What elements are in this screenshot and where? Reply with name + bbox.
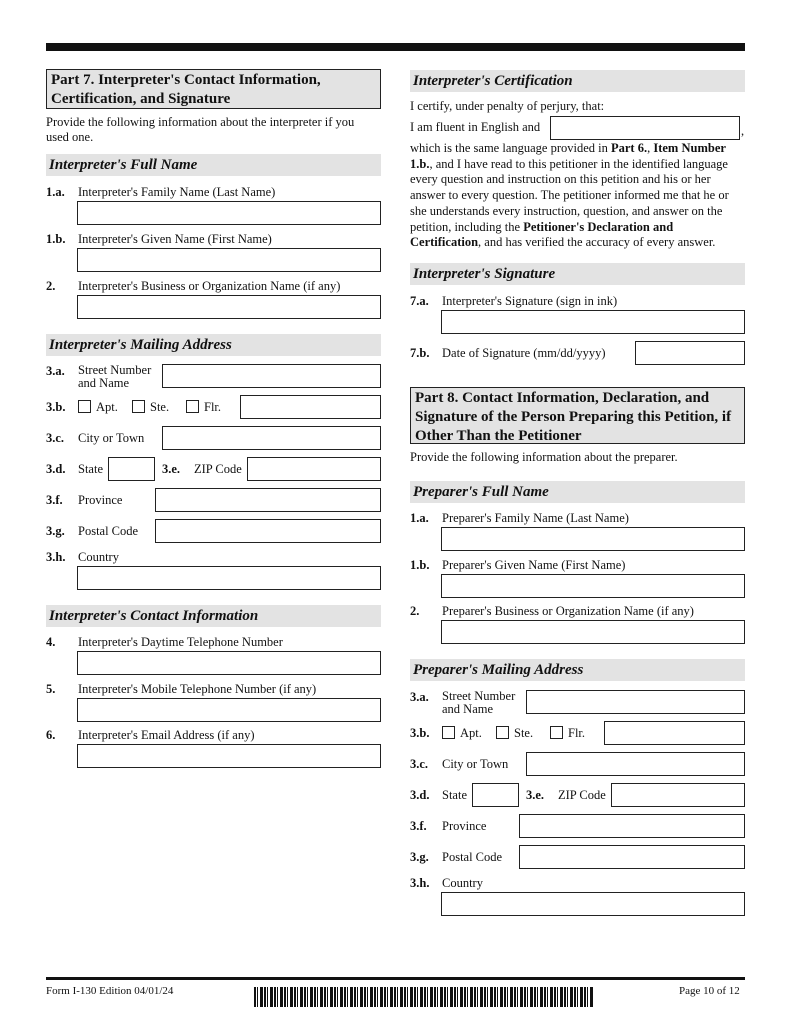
q3a-label-line1: Street Number (78, 363, 152, 377)
q3c-label: City or Town (78, 431, 145, 445)
ste-label: Ste. (150, 400, 170, 414)
p3h-label: Country (442, 876, 483, 890)
preparer-flr-checkbox[interactable] (550, 726, 563, 739)
q3g-number: 3.g. (46, 524, 65, 538)
q7b-number: 7.b. (410, 346, 430, 360)
q6-number: 6. (46, 728, 56, 742)
p1b-label: Preparer's Given Name (First Name) (442, 558, 626, 572)
p3f-number: 3.f. (410, 819, 427, 833)
preparer-zip-field[interactable] (611, 783, 745, 807)
preparer-full-name-header: Preparer's Full Name (410, 481, 745, 503)
q3c-number: 3.c. (46, 431, 65, 445)
interpreter-language-field[interactable] (550, 116, 740, 140)
interpreter-daytime-phone-field[interactable] (77, 651, 381, 675)
preparer-apt-checkbox[interactable] (442, 726, 455, 739)
q2-number: 2. (46, 279, 56, 293)
q3d-number: 3.d. (46, 462, 66, 476)
form-edition: Form I-130 Edition 04/01/24 (46, 985, 174, 997)
q7b-label: Date of Signature (mm/dd/yyyy) (442, 346, 606, 360)
interpreter-province-field[interactable] (155, 488, 381, 512)
preparer-given-name-field[interactable] (441, 574, 745, 598)
q1a-label: Interpreter's Family Name (Last Name) (78, 185, 276, 199)
cert-text-3: , and I have read to this petitioner in the identified language every question and instruction on this petition and his or her answer to every question. The petitioner informed me that he or she understands every instruction, question, and answer on the petition, including the (410, 156, 729, 234)
q3d-label: State (78, 462, 103, 476)
preparer-ste-label: Ste. (514, 726, 534, 740)
q2-label: Interpreter's Business or Organization Name (if any) (78, 279, 341, 293)
preparer-postal-code-field[interactable] (519, 845, 745, 869)
interpreter-certification-header: Interpreter's Certification (410, 70, 745, 92)
cert-item-ref: Item Number 1.b. (410, 141, 726, 171)
p3g-number: 3.g. (410, 850, 429, 864)
interpreter-country-field[interactable] (77, 566, 381, 590)
preparer-unit-number-field[interactable] (604, 721, 745, 745)
p3a-label-line1: Street Number (442, 689, 516, 703)
q4-number: 4. (46, 635, 56, 649)
q1a-number: 1.a. (46, 185, 65, 199)
part7-title (46, 69, 381, 109)
q1b-label: Interpreter's Given Name (First Name) (78, 232, 272, 246)
part8-intro: Provide the following information about the preparer. (410, 450, 678, 464)
p1a-number: 1.a. (410, 511, 429, 525)
certification-intro: I certify, under penalty of perjury, that: (410, 99, 605, 113)
apt-checkbox[interactable] (78, 400, 91, 413)
p3a-label (442, 690, 515, 716)
q3g-label: Postal Code (78, 524, 139, 538)
interpreter-postal-code-field[interactable] (155, 519, 381, 543)
interpreter-street-field[interactable] (162, 364, 381, 388)
preparer-apt-label: Apt. (460, 726, 482, 740)
cert-text-1: which is the same language provided in (410, 141, 611, 155)
barcode (254, 987, 594, 1007)
p3e-label: ZIP Code (558, 788, 606, 802)
p3a-number: 3.a. (410, 690, 429, 704)
part8-title-line3: Other Than the Petitioner (415, 428, 582, 444)
p3e-number: 3.e. (526, 788, 545, 802)
q3a-label (78, 364, 151, 390)
footer-rule (46, 977, 745, 980)
p3d-label: State (442, 788, 467, 802)
p3f-label: Province (442, 819, 487, 833)
interpreter-contact-header: Interpreter's Contact Information (46, 605, 381, 627)
q3b-number: 3.b. (46, 400, 66, 414)
signature-date-field[interactable] (635, 341, 745, 365)
p1b-number: 1.b. (410, 558, 430, 572)
q3h-number: 3.h. (46, 550, 66, 564)
preparer-state-field[interactable] (472, 783, 519, 807)
preparer-family-name-field[interactable] (441, 527, 745, 551)
q3a-label-line2: and Name (78, 376, 130, 390)
preparer-street-field[interactable] (526, 690, 745, 714)
apt-label: Apt. (96, 400, 118, 414)
interpreter-email-field[interactable] (77, 744, 381, 768)
q1b-number: 1.b. (46, 232, 66, 246)
preparer-city-field[interactable] (526, 752, 745, 776)
p3b-number: 3.b. (410, 726, 430, 740)
interpreter-family-name-field[interactable] (77, 201, 381, 225)
fluent-comma: , (741, 124, 745, 138)
p2-number: 2. (410, 604, 420, 618)
q5-label: Interpreter's Mobile Telephone Number (if any) (78, 682, 317, 696)
interpreter-mobile-phone-field[interactable] (77, 698, 381, 722)
ste-checkbox[interactable] (132, 400, 145, 413)
interpreter-state-field[interactable] (108, 457, 155, 481)
fluent-label: I am fluent in English and (410, 120, 541, 134)
q3e-number: 3.e. (162, 462, 181, 476)
interpreter-city-field[interactable] (162, 426, 381, 450)
part7-title-line2: Certification, and Signature (51, 91, 231, 107)
interpreter-given-name-field[interactable] (77, 248, 381, 272)
cert-part-ref: Part 6. (611, 141, 648, 155)
q3e-label: ZIP Code (194, 462, 242, 476)
p3d-number: 3.d. (410, 788, 430, 802)
preparer-mailing-address-header: Preparer's Mailing Address (410, 659, 745, 681)
preparer-flr-label: Flr. (568, 726, 586, 740)
interpreter-mailing-address-header: Interpreter's Mailing Address (46, 334, 381, 356)
preparer-province-field[interactable] (519, 814, 745, 838)
preparer-business-name-field[interactable] (441, 620, 745, 644)
preparer-country-field[interactable] (441, 892, 745, 916)
cert-declaration-ref: Petitioner's Declaration and Certification (410, 219, 674, 250)
part8-title-line1: Part 8. Contact Information, Declaration, and (415, 390, 710, 406)
q6-label: Interpreter's Email Address (if any) (78, 728, 255, 742)
top-rule (46, 43, 745, 51)
q3f-number: 3.f. (46, 493, 63, 507)
q7a-label: Interpreter's Signature (sign in ink) (442, 294, 618, 308)
p3g-label: Postal Code (442, 850, 503, 864)
q3f-label: Province (78, 493, 123, 507)
p3c-number: 3.c. (410, 757, 429, 771)
certification-statement (410, 141, 745, 251)
p2-label: Preparer's Business or Organization Name (if any) (442, 604, 694, 618)
p3c-label: City or Town (442, 757, 509, 771)
q5-number: 5. (46, 682, 56, 696)
part7-title-line1: Part 7. Interpreter's Contact Information, (51, 72, 321, 88)
interpreter-unit-number-field[interactable] (240, 395, 381, 419)
part8-title (410, 387, 745, 444)
p1a-label: Preparer's Family Name (Last Name) (442, 511, 629, 525)
cert-text-4: , and has verified the accuracy of every answer. (478, 235, 716, 250)
cert-text-2: , (647, 141, 654, 155)
p3h-number: 3.h. (410, 876, 430, 890)
part8-title-line2: Signature of the Person Preparing this Petition, if (415, 409, 732, 425)
q3a-number: 3.a. (46, 364, 65, 378)
interpreter-signature-field[interactable] (441, 310, 745, 334)
interpreter-signature-header: Interpreter's Signature (410, 263, 745, 285)
interpreter-zip-field[interactable] (247, 457, 381, 481)
q4-label: Interpreter's Daytime Telephone Number (78, 635, 283, 649)
flr-label: Flr. (204, 400, 222, 414)
p3a-label-line2: and Name (442, 702, 494, 716)
flr-checkbox[interactable] (186, 400, 199, 413)
q7a-number: 7.a. (410, 294, 429, 308)
part7-intro: Provide the following information about the interpreter if you used one. (46, 115, 355, 144)
q3h-label: Country (78, 550, 119, 564)
page-number: Page 10 of 12 (679, 985, 740, 997)
interpreter-full-name-header: Interpreter's Full Name (46, 154, 381, 176)
preparer-ste-checkbox[interactable] (496, 726, 509, 739)
interpreter-business-name-field[interactable] (77, 295, 381, 319)
